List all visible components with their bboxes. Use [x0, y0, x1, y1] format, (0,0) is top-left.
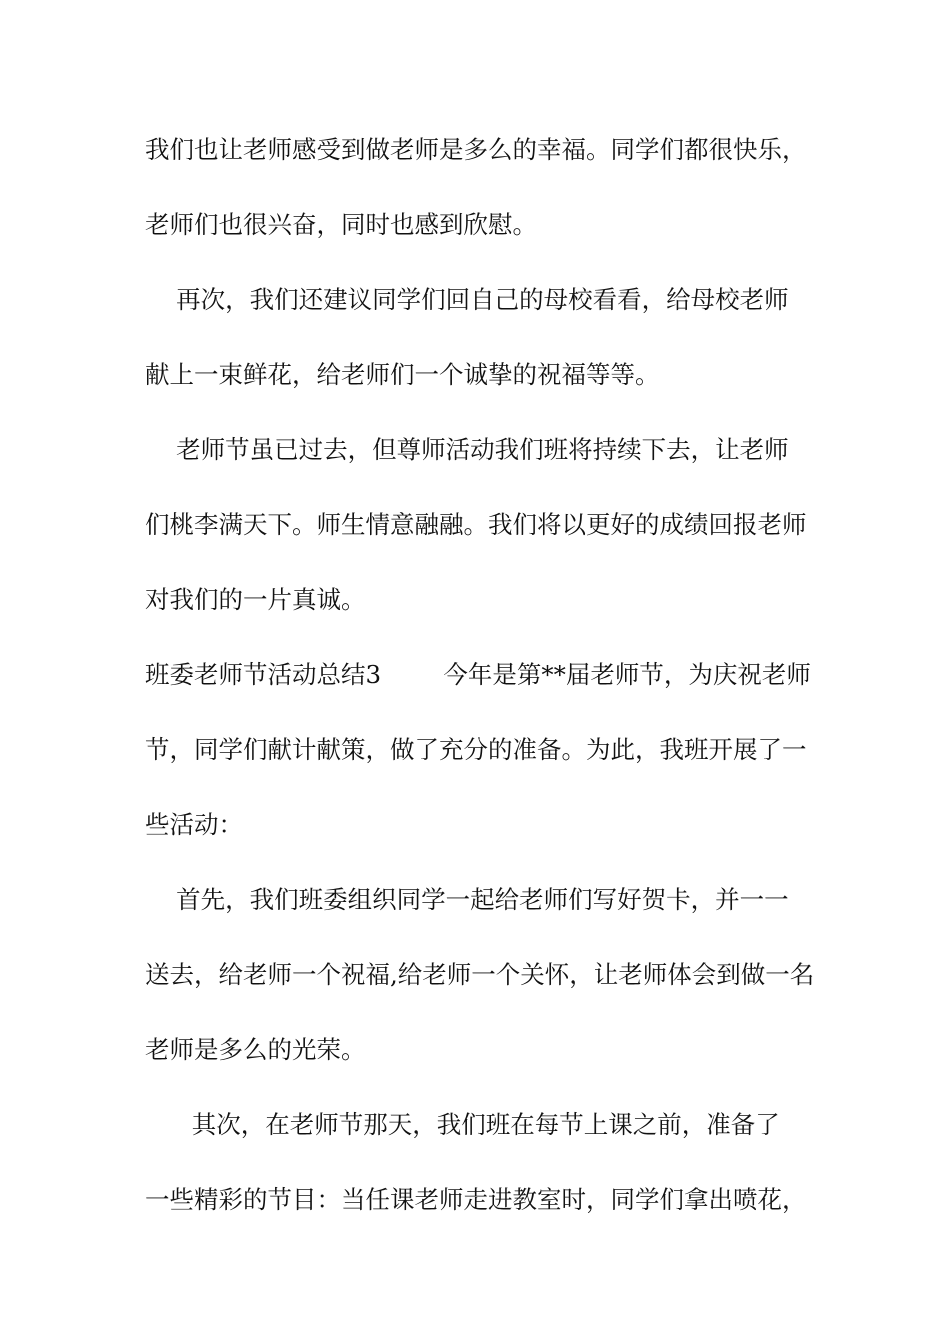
text-line: 老师们也很兴奋，同时也感到欣慰。	[145, 210, 537, 239]
text-line: 其次，在老师节那天，我们班在每节上课之前，准备了	[145, 1110, 780, 1139]
text-line: 老师是多么的光荣。	[145, 1035, 366, 1064]
text-line: 送去，给老师一个祝福,给老师一个关怀，让老师体会到做一名	[145, 960, 815, 989]
text-line: 再次，我们还建议同学们回自己的母校看看，给母校老师	[145, 285, 789, 314]
section-heading-line: 班委老师节活动总结3 今年是第**届老师节，为庆祝老师	[145, 660, 811, 689]
text-line: 节，同学们献计献策，做了充分的准备。为此，我班开展了一	[145, 735, 807, 764]
text-line: 老师节虽已过去，但尊师活动我们班将持续下去，让老师	[145, 435, 789, 464]
text-line: 些活动：	[145, 810, 243, 839]
text-line: 我们也让老师感受到做老师是多么的幸福。同学们都很快乐，	[145, 135, 807, 164]
text-line: 献上一束鲜花，给老师们一个诚挚的祝福等等。	[145, 360, 660, 389]
text-line: 一些精彩的节目：当任课老师走进教室时，同学们拿出喷花，	[145, 1185, 807, 1214]
text-line: 们桃李满天下。师生情意融融。我们将以更好的成绩回报老师	[145, 510, 807, 539]
text-line: 首先，我们班委组织同学一起给老师们写好贺卡，并一一	[145, 885, 789, 914]
text-line: 对我们的一片真诚。	[145, 585, 366, 614]
